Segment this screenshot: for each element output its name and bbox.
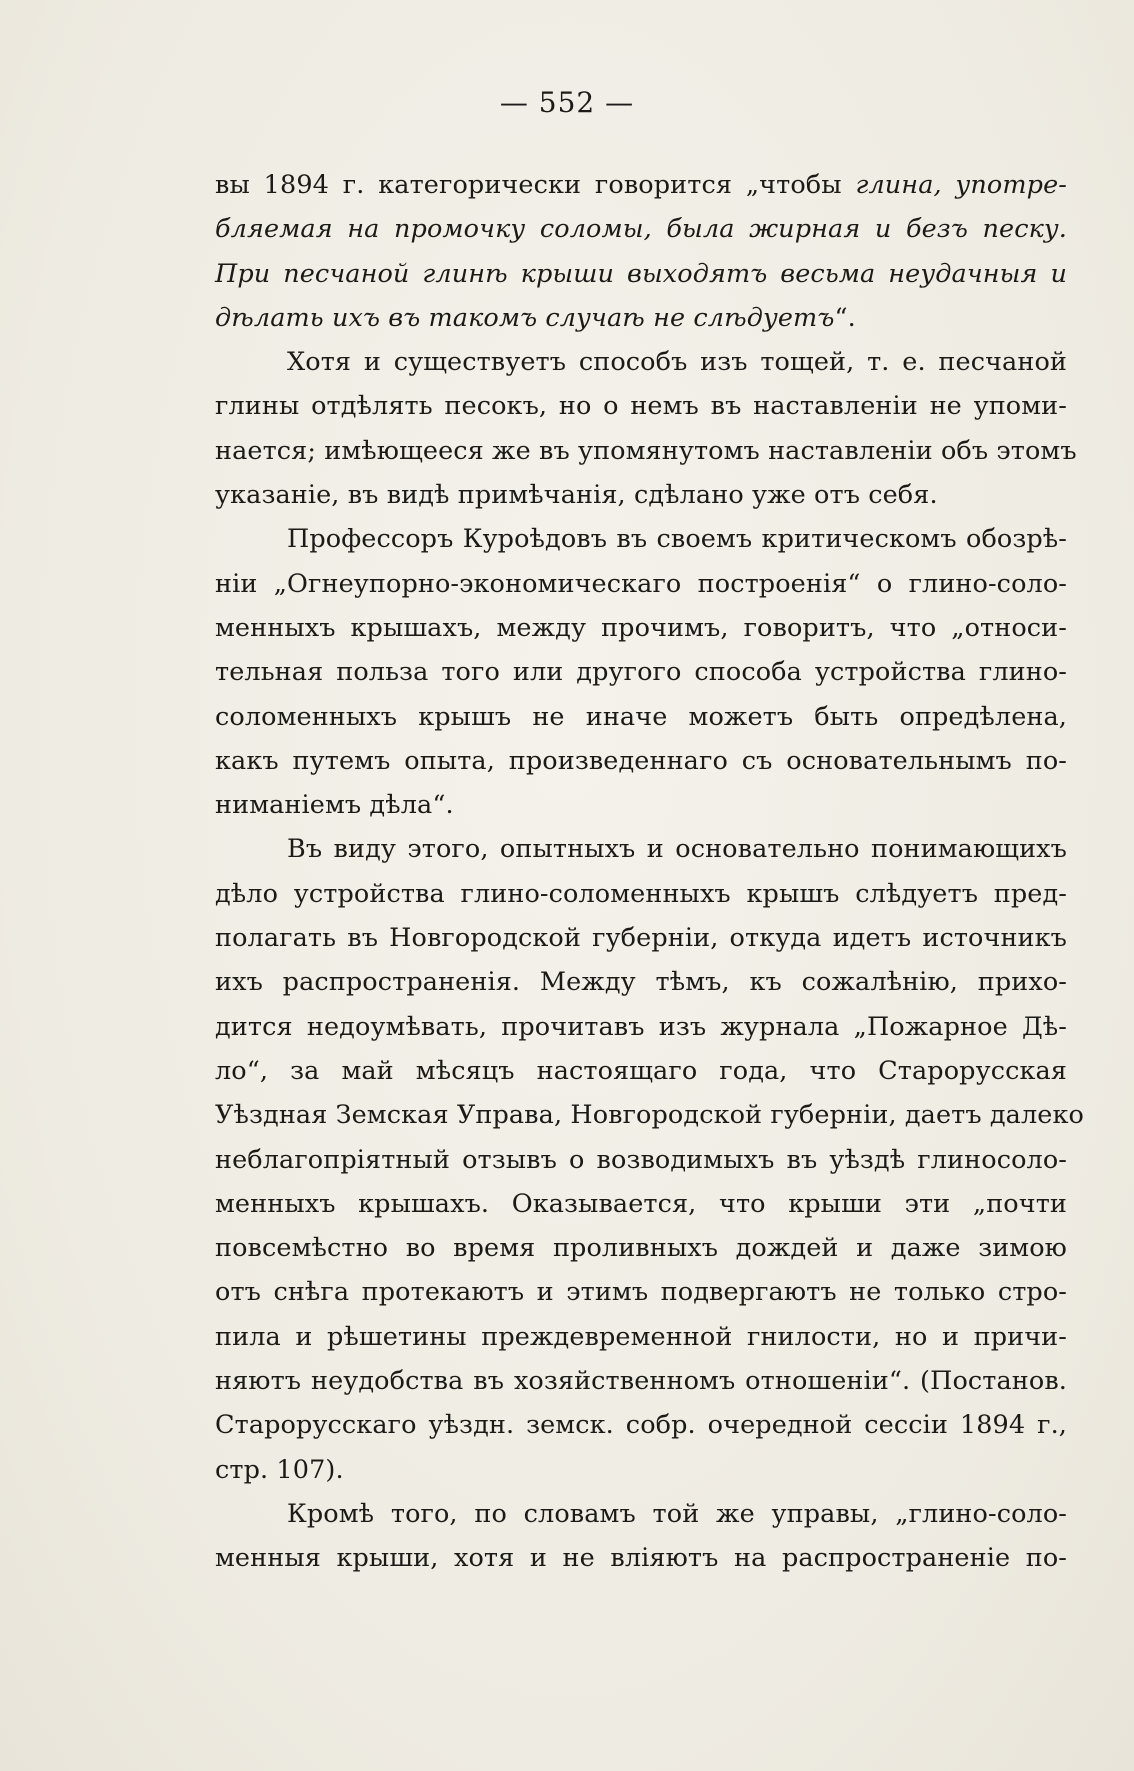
- text-line: [215, 517, 1067, 561]
- text-line: [215, 872, 1067, 916]
- text-line: [215, 916, 1067, 960]
- text-segment: менныхъ крышахъ, между прочимъ, говоритъ, что „относи-: [215, 612, 1067, 643]
- text-segment: вы 1894 г. категорически говорится „чтобы: [215, 170, 856, 200]
- text-segment: Хотя и существуетъ способъ изъ тощей, т. е. песчаной: [287, 347, 1067, 378]
- text-segment: Въ виду этого, опытныхъ и основательно понимающихъ: [287, 834, 1067, 865]
- text-line: [215, 1492, 1067, 1536]
- text-segment: дится недоумѣвать, прочитавъ изъ журнала „Пожарное Дѣ-: [215, 1011, 1067, 1042]
- text-line: [215, 650, 1067, 694]
- text-segment: бляемая на промочку соломы, была жирная и безъ песку.: [215, 214, 1067, 245]
- text-line: [215, 695, 1067, 739]
- text-line: [215, 1138, 1067, 1182]
- text-line: [215, 1093, 1084, 1137]
- text-segment: отъ снѣга протекаютъ и этимъ подвергаютъ не только стро-: [215, 1277, 1067, 1308]
- text-line: [215, 429, 1077, 473]
- text-segment: Профессоръ Куроѣдовъ въ своемъ критическомъ обозрѣ-: [287, 524, 1067, 555]
- text-segment: “.: [834, 302, 856, 333]
- text-segment: соломенныхъ крышъ не иначе можетъ быть опредѣлена,: [215, 701, 1067, 732]
- text-segment: ніи „Огнеупорно-экономическаго построенія“ о глино-соло-: [215, 568, 1067, 599]
- text-segment: При песчаной глинѣ крыши выходятъ весьма неудачныя и: [215, 258, 1067, 289]
- text-line: [215, 1403, 1067, 1447]
- text-segment: повсемѣстно во время проливныхъ дождей и даже зимою: [215, 1233, 1067, 1264]
- text-segment: указаніе, въ видѣ примѣчанія, сдѣлано уже отъ себя.: [215, 480, 938, 511]
- text-line: [215, 384, 1067, 428]
- text-segment: стр. 107).: [215, 1454, 344, 1485]
- text-segment: ло“, за май мѣсяцъ настоящаго года, что Старорусская: [215, 1055, 1067, 1086]
- text-line: [215, 739, 1067, 783]
- text-line: [215, 960, 1067, 1004]
- text-segment: полагать въ Новгородской губерніи, откуда идетъ источникъ: [215, 923, 1067, 954]
- text-segment: Уѣздная Земская Управа, Новгородской губерніи, даетъ далеко: [215, 1100, 1084, 1131]
- text-line: [215, 1005, 1067, 1049]
- text-segment: менныя крыши, хотя и не вліяютъ на распространеніе по-: [215, 1543, 1067, 1574]
- text-line: [215, 783, 1067, 827]
- text-segment: тельная польза того или другого способа устройства глино-: [215, 657, 1067, 688]
- text-line: [215, 163, 1067, 207]
- text-segment: пила и рѣшетины преждевременной гнилости, но и причи-: [215, 1321, 1067, 1352]
- text-line: [215, 473, 1067, 517]
- text-line: [215, 1270, 1067, 1314]
- text-line: [215, 1359, 1067, 1403]
- text-line: [215, 340, 1067, 384]
- text-segment: неблагопріятный отзывъ о возводимыхъ въ уѣздѣ глиносоло-: [215, 1144, 1067, 1175]
- text-line: [215, 1448, 1067, 1492]
- text-segment: какъ путемъ опыта, произведеннаго съ основательнымъ по-: [215, 745, 1067, 776]
- text-line: [215, 1226, 1067, 1270]
- text-segment: менныхъ крышахъ. Оказывается, что крыши эти „почти: [215, 1188, 1067, 1219]
- text-line: [215, 1049, 1067, 1093]
- body-text: [215, 163, 1084, 1581]
- text-segment: Кромѣ того, по словамъ той же управы, „глино-соло-: [287, 1498, 1067, 1529]
- text-segment: дѣло устройства глино-соломенныхъ крышъ слѣдуетъ пред-: [215, 878, 1067, 909]
- text-segment: няютъ неудобства въ хозяйственномъ отношеніи“. (Постанов.: [215, 1366, 1067, 1397]
- text-line: [215, 207, 1067, 251]
- text-segment: Старорусскаго уѣздн. земск. собр. очередной сессіи 1894 г.,: [215, 1410, 1067, 1441]
- text-segment: ихъ распространенія. Между тѣмъ, къ сожалѣнію, прихо-: [215, 967, 1067, 998]
- text-segment: глины отдѣлять песокъ, но о немъ въ наставленіи не упоми-: [215, 391, 1067, 422]
- text-segment: нается; имѣющееся же въ упомянутомъ наставленіи объ этомъ: [215, 435, 1077, 466]
- text-segment: ниманіемъ дѣла“.: [215, 790, 454, 821]
- page-number: — 552 —: [499, 86, 635, 119]
- text-line: [215, 1536, 1067, 1580]
- text-segment: дѣлать ихъ въ такомъ случаѣ не слѣдуетъ: [215, 302, 835, 333]
- text-line: [215, 1315, 1067, 1359]
- text-line: [215, 562, 1067, 606]
- text-line: [215, 296, 1067, 340]
- text-line: [215, 252, 1067, 296]
- text-line: [215, 606, 1067, 650]
- text-segment: глина, употре-: [855, 170, 1068, 200]
- text-line: [215, 1182, 1067, 1226]
- text-line: [215, 827, 1067, 871]
